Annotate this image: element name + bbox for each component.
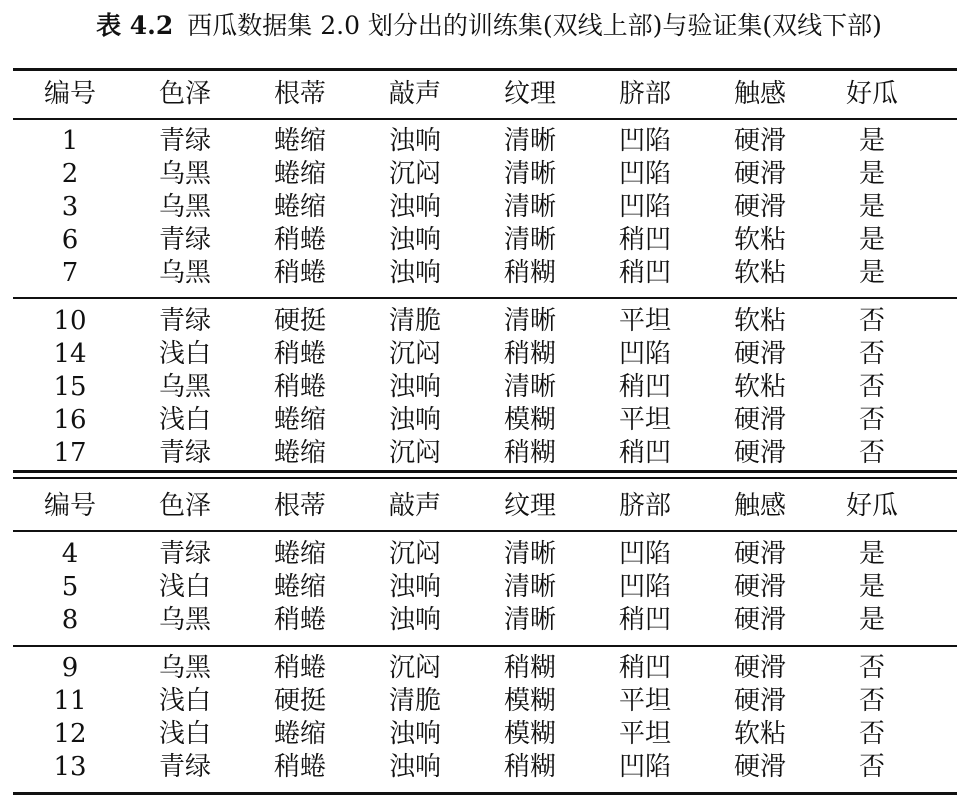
cell-touch: 硬滑 (733, 405, 786, 435)
cell-sound: 浊响 (388, 572, 441, 602)
cell-sound: 清脆 (388, 306, 441, 336)
validation-header-row (13, 490, 957, 523)
cell-good-melon: 是 (858, 225, 885, 255)
table-row (13, 257, 957, 290)
cell-touch: 硬滑 (733, 339, 786, 369)
cell-root: 稍蜷 (273, 258, 326, 288)
cell-sound: 浊响 (388, 225, 441, 255)
cell-touch: 硬滑 (733, 572, 786, 602)
header-color: 色泽 (158, 491, 211, 521)
header-texture: 纹理 (503, 491, 556, 521)
cell-good-melon: 否 (858, 372, 885, 402)
cell-id: 1 (61, 126, 79, 156)
cell-id: 12 (53, 719, 87, 749)
cell-sound: 浊响 (388, 405, 441, 435)
cell-root: 稍蜷 (273, 225, 326, 255)
cell-color: 浅白 (158, 339, 211, 369)
table-row (13, 571, 957, 604)
group-divider-rule (13, 297, 957, 299)
group-divider-rule (13, 645, 957, 647)
cell-texture: 清晰 (503, 605, 556, 635)
cell-id: 4 (61, 539, 79, 569)
table-number: 表 4.2 (96, 11, 174, 40)
cell-good-melon: 否 (858, 653, 885, 683)
cell-color: 青绿 (158, 126, 211, 156)
cell-id: 15 (53, 372, 87, 402)
cell-navel: 平坦 (618, 719, 671, 749)
cell-color: 青绿 (158, 752, 211, 782)
cell-touch: 软粘 (733, 306, 786, 336)
cell-id: 17 (53, 438, 87, 468)
cell-root: 稍蜷 (273, 752, 326, 782)
cell-id: 16 (53, 405, 87, 435)
table-row (13, 404, 957, 437)
cell-color: 乌黑 (158, 372, 211, 402)
cell-navel: 凹陷 (618, 539, 671, 569)
bottom-rule (13, 792, 957, 795)
table-row (13, 604, 957, 637)
cell-root: 蜷缩 (273, 126, 326, 156)
cell-id: 13 (53, 752, 87, 782)
cell-root: 蜷缩 (273, 405, 326, 435)
cell-color: 浅白 (158, 719, 211, 749)
cell-color: 青绿 (158, 225, 211, 255)
cell-navel: 凹陷 (618, 339, 671, 369)
cell-good-melon: 是 (858, 159, 885, 189)
cell-sound: 沉闷 (388, 159, 441, 189)
cell-good-melon: 是 (858, 605, 885, 635)
cell-navel: 凹陷 (618, 752, 671, 782)
cell-touch: 软粘 (733, 719, 786, 749)
cell-color: 乌黑 (158, 258, 211, 288)
cell-color: 乌黑 (158, 605, 211, 635)
cell-texture: 清晰 (503, 372, 556, 402)
cell-root: 稍蜷 (273, 372, 326, 402)
header-navel: 脐部 (618, 491, 671, 521)
table-row (13, 224, 957, 257)
top-rule (13, 68, 957, 71)
table-row (13, 685, 957, 718)
cell-root: 稍蜷 (273, 605, 326, 635)
header-rule (13, 530, 957, 532)
cell-touch: 硬滑 (733, 752, 786, 782)
cell-sound: 浊响 (388, 605, 441, 635)
cell-texture: 模糊 (503, 405, 556, 435)
cell-id: 8 (61, 605, 79, 635)
cell-good-melon: 是 (858, 192, 885, 222)
cell-id: 7 (61, 258, 79, 288)
header-id: 编号 (43, 491, 96, 521)
cell-navel: 稍凹 (618, 438, 671, 468)
cell-sound: 浊响 (388, 258, 441, 288)
cell-color: 乌黑 (158, 159, 211, 189)
cell-touch: 硬滑 (733, 605, 786, 635)
cell-sound: 沉闷 (388, 438, 441, 468)
cell-good-melon: 否 (858, 752, 885, 782)
cell-root: 蜷缩 (273, 192, 326, 222)
table-row (13, 191, 957, 224)
table-title: 西瓜数据集 2.0 划分出的训练集(双线上部)与验证集(双线下部) (187, 11, 882, 40)
header-root: 根蒂 (273, 491, 326, 521)
cell-navel: 凹陷 (618, 572, 671, 602)
cell-id: 3 (61, 192, 79, 222)
cell-good-melon: 是 (858, 126, 885, 156)
cell-good-melon: 否 (858, 339, 885, 369)
cell-touch: 硬滑 (733, 539, 786, 569)
cell-texture: 稍糊 (503, 752, 556, 782)
cell-good-melon: 否 (858, 719, 885, 749)
cell-touch: 硬滑 (733, 438, 786, 468)
cell-touch: 软粘 (733, 225, 786, 255)
header-good-melon: 好瓜 (845, 79, 898, 109)
cell-color: 青绿 (158, 306, 211, 336)
cell-sound: 浊响 (388, 752, 441, 782)
cell-id: 9 (61, 653, 79, 683)
double-rule-lower (13, 477, 957, 479)
cell-root: 蜷缩 (273, 539, 326, 569)
cell-touch: 硬滑 (733, 126, 786, 156)
header-sound: 敲声 (388, 491, 441, 521)
header-touch: 触感 (733, 491, 786, 521)
cell-color: 浅白 (158, 572, 211, 602)
header-navel: 脐部 (618, 79, 671, 109)
cell-texture: 清晰 (503, 159, 556, 189)
header-root: 根蒂 (273, 79, 326, 109)
cell-navel: 平坦 (618, 306, 671, 336)
cell-sound: 清脆 (388, 686, 441, 716)
cell-good-melon: 是 (858, 258, 885, 288)
table-row (13, 305, 957, 338)
cell-root: 稍蜷 (273, 653, 326, 683)
header-good-melon: 好瓜 (845, 491, 898, 521)
table-row (13, 718, 957, 751)
cell-texture: 稍糊 (503, 653, 556, 683)
cell-id: 10 (53, 306, 87, 336)
cell-navel: 稍凹 (618, 653, 671, 683)
cell-navel: 凹陷 (618, 126, 671, 156)
cell-navel: 稍凹 (618, 605, 671, 635)
cell-texture: 清晰 (503, 572, 556, 602)
cell-root: 硬挺 (273, 686, 326, 716)
cell-texture: 稍糊 (503, 339, 556, 369)
cell-color: 青绿 (158, 539, 211, 569)
cell-texture: 稍糊 (503, 438, 556, 468)
table-caption (0, 6, 978, 46)
double-rule-upper (13, 470, 957, 473)
cell-root: 蜷缩 (273, 159, 326, 189)
cell-id: 11 (53, 686, 87, 716)
cell-root: 硬挺 (273, 306, 326, 336)
header-sound: 敲声 (388, 79, 441, 109)
table-row (13, 751, 957, 784)
cell-texture: 清晰 (503, 306, 556, 336)
cell-navel: 稍凹 (618, 225, 671, 255)
table-row (13, 125, 957, 158)
cell-touch: 硬滑 (733, 159, 786, 189)
cell-id: 14 (53, 339, 87, 369)
cell-root: 蜷缩 (273, 572, 326, 602)
cell-navel: 凹陷 (618, 159, 671, 189)
cell-root: 蜷缩 (273, 719, 326, 749)
cell-navel: 稍凹 (618, 372, 671, 402)
cell-color: 乌黑 (158, 192, 211, 222)
table-row (13, 652, 957, 685)
table-row (13, 338, 957, 371)
cell-sound: 浊响 (388, 126, 441, 156)
cell-id: 5 (61, 572, 79, 602)
cell-color: 浅白 (158, 686, 211, 716)
cell-good-melon: 否 (858, 405, 885, 435)
cell-color: 浅白 (158, 405, 211, 435)
cell-texture: 清晰 (503, 539, 556, 569)
cell-sound: 浊响 (388, 192, 441, 222)
table-row (13, 371, 957, 404)
cell-good-melon: 否 (858, 306, 885, 336)
cell-texture: 清晰 (503, 126, 556, 156)
training-header-row (13, 78, 957, 111)
header-touch: 触感 (733, 79, 786, 109)
cell-good-melon: 是 (858, 539, 885, 569)
header-texture: 纹理 (503, 79, 556, 109)
cell-texture: 稍糊 (503, 258, 556, 288)
cell-navel: 凹陷 (618, 192, 671, 222)
cell-texture: 清晰 (503, 225, 556, 255)
cell-sound: 浊响 (388, 372, 441, 402)
cell-sound: 沉闷 (388, 653, 441, 683)
cell-color: 乌黑 (158, 653, 211, 683)
cell-good-melon: 否 (858, 686, 885, 716)
cell-touch: 软粘 (733, 372, 786, 402)
cell-navel: 平坦 (618, 405, 671, 435)
cell-texture: 模糊 (503, 686, 556, 716)
cell-navel: 平坦 (618, 686, 671, 716)
cell-touch: 硬滑 (733, 192, 786, 222)
cell-good-melon: 否 (858, 438, 885, 468)
table-row (13, 538, 957, 571)
cell-texture: 模糊 (503, 719, 556, 749)
cell-sound: 沉闷 (388, 539, 441, 569)
cell-good-melon: 是 (858, 572, 885, 602)
cell-sound: 浊响 (388, 719, 441, 749)
cell-root: 稍蜷 (273, 339, 326, 369)
header-color: 色泽 (158, 79, 211, 109)
table-row (13, 437, 957, 470)
cell-id: 6 (61, 225, 79, 255)
cell-touch: 硬滑 (733, 653, 786, 683)
cell-color: 青绿 (158, 438, 211, 468)
cell-navel: 稍凹 (618, 258, 671, 288)
header-id: 编号 (43, 79, 96, 109)
cell-texture: 清晰 (503, 192, 556, 222)
cell-touch: 软粘 (733, 258, 786, 288)
cell-id: 2 (61, 159, 79, 189)
header-rule (13, 118, 957, 120)
cell-root: 蜷缩 (273, 438, 326, 468)
cell-sound: 沉闷 (388, 339, 441, 369)
cell-touch: 硬滑 (733, 686, 786, 716)
table-row (13, 158, 957, 191)
